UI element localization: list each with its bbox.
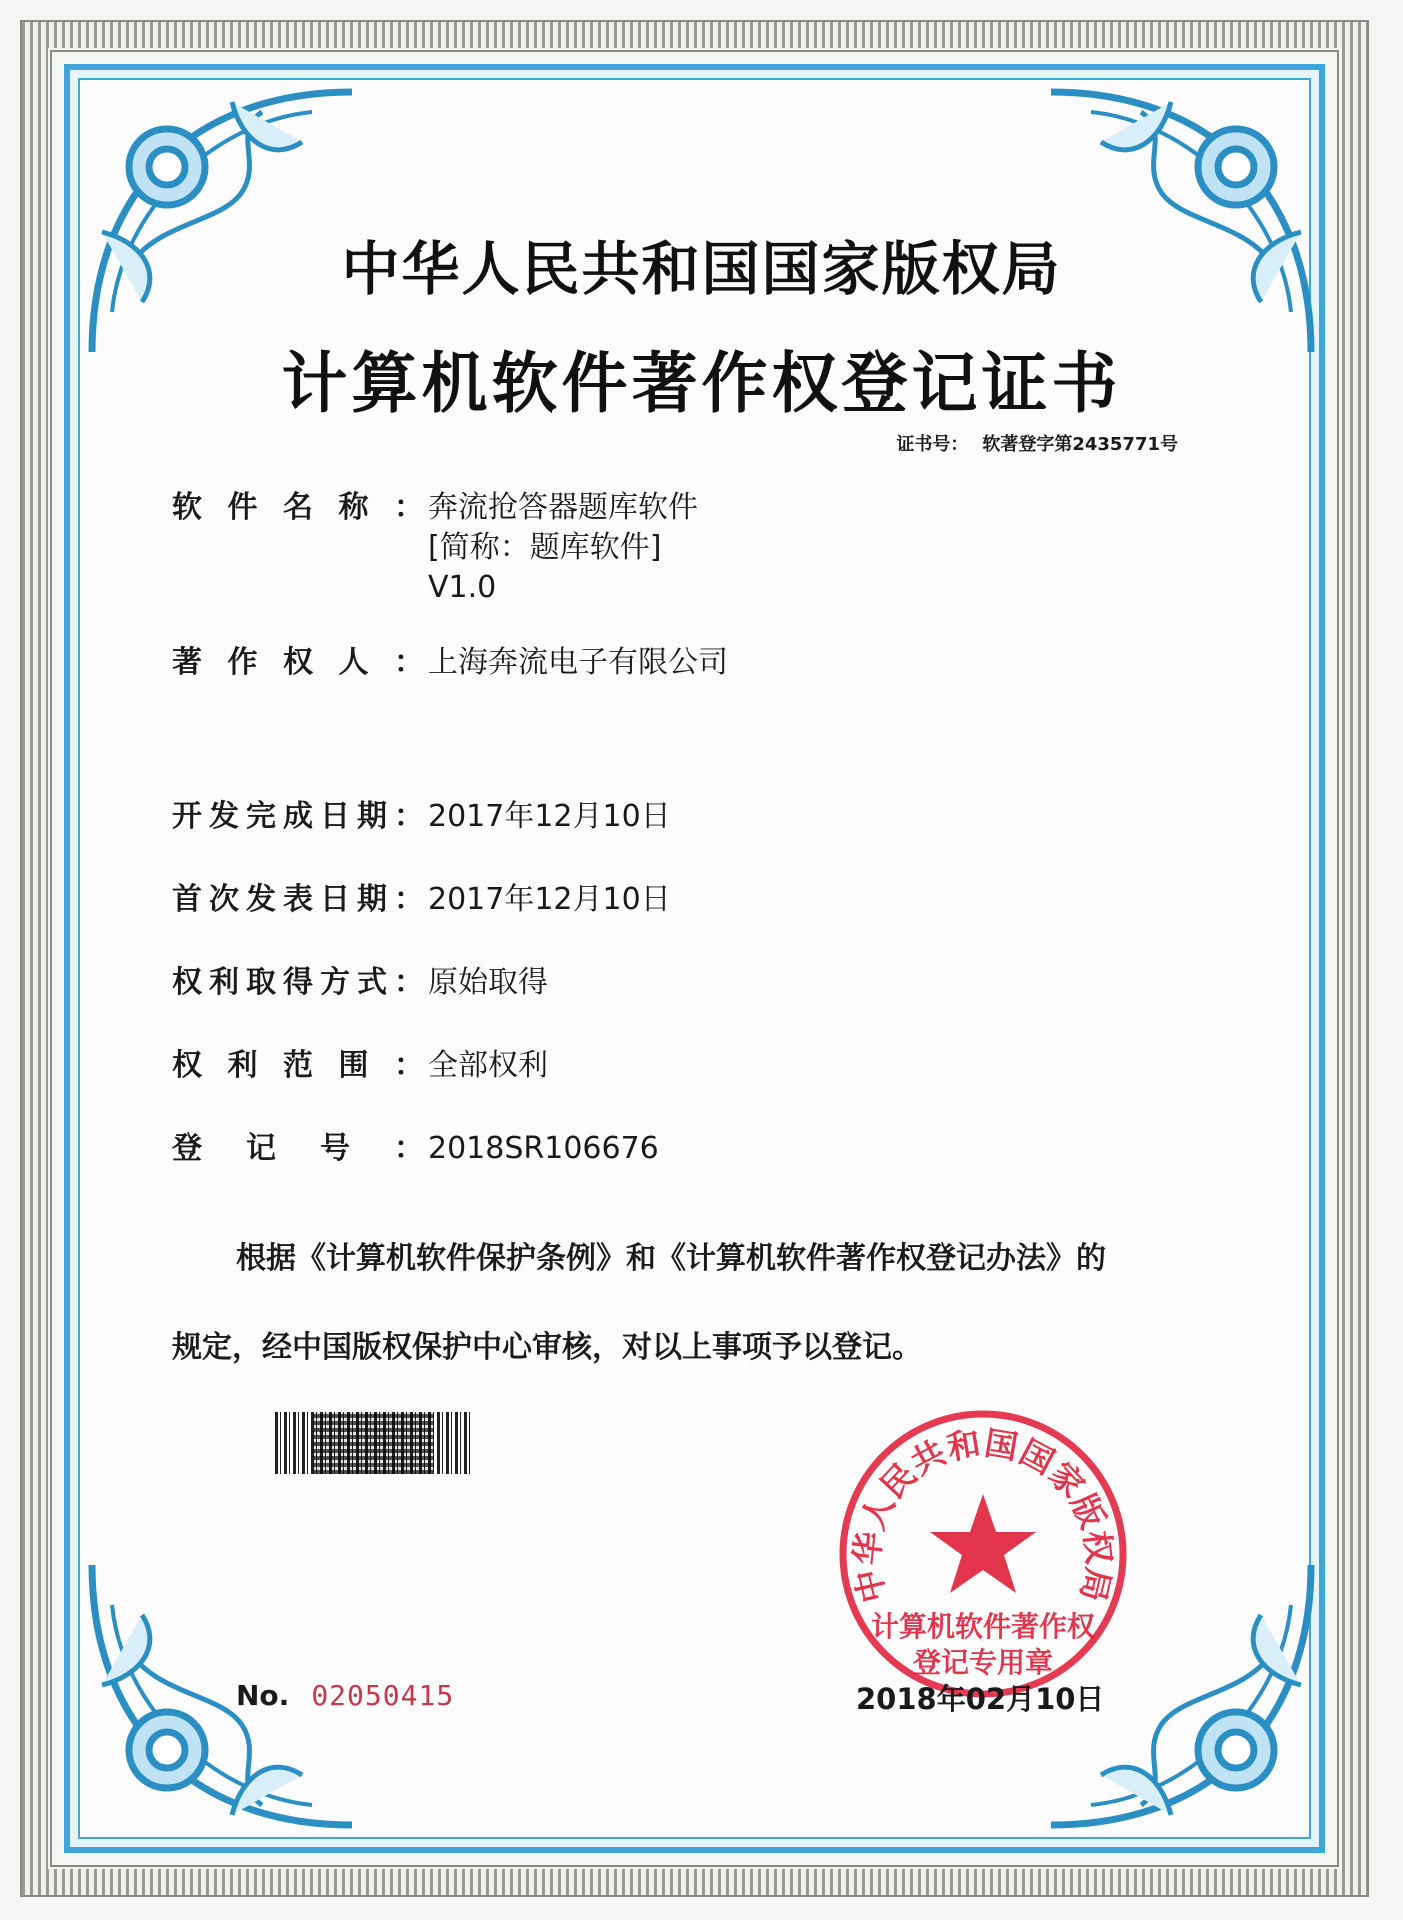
issue-date: 2018年02月10日 xyxy=(856,1682,1105,1716)
seal-arc-text: 中华人民共和国国家版权局 xyxy=(846,1423,1120,1607)
serial-value: 02050415 xyxy=(311,1679,455,1712)
serial-label: No. xyxy=(236,1679,290,1712)
official-seal-stamp xyxy=(833,1404,1133,1704)
software-version: V1.0 xyxy=(428,570,497,605)
field-value: 原始取得 xyxy=(428,965,548,1000)
certificate-number-label: 证书号： xyxy=(896,434,969,455)
field-acquisition-method xyxy=(172,963,548,1003)
certificate-number xyxy=(896,430,1178,456)
field-label: 权 利 范 围 ： xyxy=(172,1048,424,1083)
field-development-date xyxy=(172,797,671,837)
statement-line-2: 规定，经中国版权保护中心审核，对以上事项予以登记。 xyxy=(172,1330,922,1365)
field-label: 开 发 完 成 日 期 ： xyxy=(172,799,424,834)
field-copyright-owner xyxy=(172,643,728,683)
field-value: 2017年12月10日 xyxy=(428,799,671,834)
field-publish-date xyxy=(172,880,671,920)
software-full-name: 奔流抢答器题库软件 xyxy=(428,490,698,525)
seal-star-icon xyxy=(930,1494,1036,1593)
barcode-image xyxy=(275,1412,471,1474)
statement-line-1: 根据《计算机软件保护条例》和《计算机软件著作权登记办法》的 xyxy=(236,1241,1106,1276)
field-label: 软 件 名 称 ： xyxy=(172,490,424,525)
issuing-authority: 中华人民共和国国家版权局 xyxy=(341,235,1062,303)
field-value: 上海奔流电子有限公司 xyxy=(428,645,728,680)
field-software-name xyxy=(172,488,698,608)
certificate-title: 计算机软件著作权登记证书 xyxy=(281,345,1122,422)
seal-line-1: 计算机软件著作权 xyxy=(870,1610,1096,1643)
field-label: 著 作 权 人 ： xyxy=(172,645,424,680)
field-registration-number xyxy=(172,1129,659,1169)
certificate-number-value: 软著登字第2435771号 xyxy=(982,434,1178,455)
software-short-name: [简称：题库软件] xyxy=(428,530,662,565)
field-label: 登 记 号 ： xyxy=(172,1131,424,1166)
field-value: 全部权利 xyxy=(428,1048,548,1083)
field-label: 权 利 取 得 方 式 ： xyxy=(172,965,424,1000)
field-value: 2017年12月10日 xyxy=(428,882,671,917)
serial-number xyxy=(236,1679,454,1712)
field-value: 2018SR106676 xyxy=(428,1131,659,1166)
seal-line-2: 登记专用章 xyxy=(912,1646,1054,1679)
field-rights-scope xyxy=(172,1046,548,1086)
field-value xyxy=(428,488,698,608)
field-label: 首 次 发 表 日 期 ： xyxy=(172,882,424,917)
